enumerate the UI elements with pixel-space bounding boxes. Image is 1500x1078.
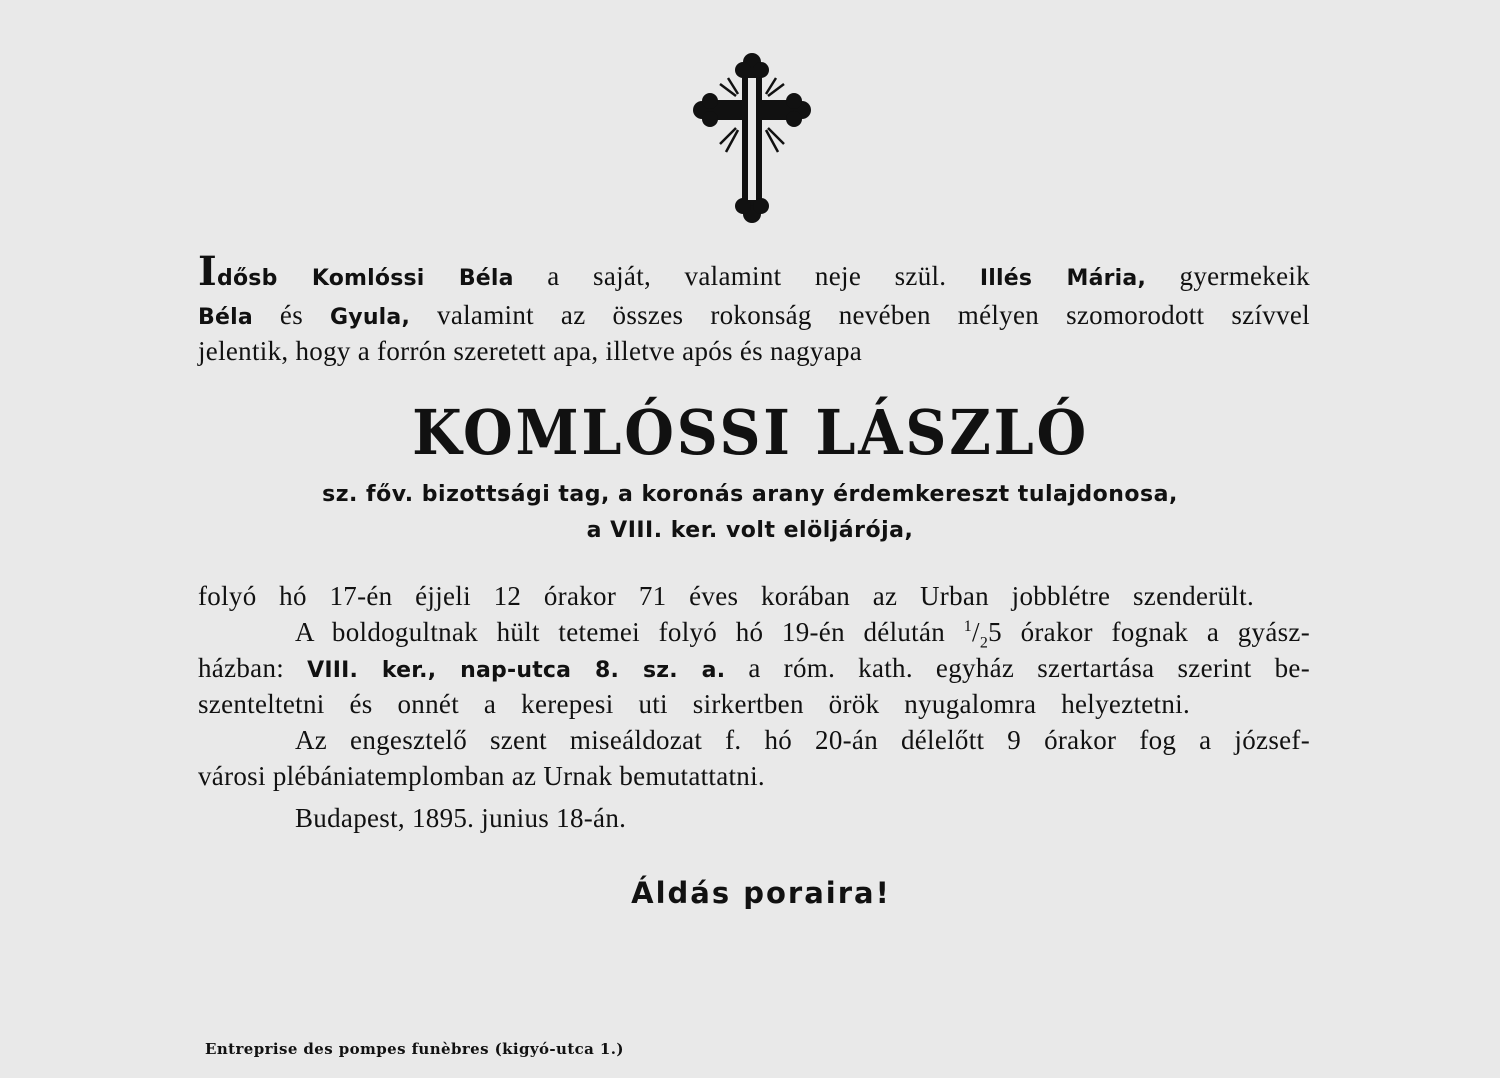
intro-line-3: jelentik, hogy a forrón szeretett apa, illetve após és nagyapa [198, 336, 863, 366]
initial-letter: I [198, 248, 218, 295]
intro-line-2 [198, 297, 1310, 336]
funeral-text: A boldogultnak hült tetemei folyó hó 19-én délután [295, 617, 946, 647]
funeral-line-2 [198, 650, 1310, 689]
deceased-name: KOMLÓSSI LÁSZLÓ [412, 396, 1089, 469]
son-name-1: Béla [198, 305, 253, 330]
date-line: Budapest, 1895. junius 18-án. [295, 803, 627, 833]
intro-text: a saját, valamint neje szül. [547, 261, 947, 291]
funeral-text-end: órakor fognak a gyász- [1020, 617, 1310, 647]
son-name-2: Gyula, [330, 305, 411, 330]
funeral-line-3: szenteltetni és onnét a kerepesi uti sirkertben örök nyugalomra helyeztetni. [198, 689, 1190, 719]
intro-line-1 [198, 248, 1310, 297]
funeral-time: $^1/_25$ [963, 617, 1002, 652]
mother-name: Illés Mária, [979, 266, 1147, 291]
death-line: folyó hó 17-én éjjeli 12 órakor 71 éves korában az Urban jobblétre szenderült. [198, 581, 1254, 611]
conjunction: és [279, 300, 303, 330]
cross-icon [690, 48, 814, 228]
title-line-1: sz. főv. bizottsági tag, a koronás arany érdemkereszt tulajdonosa, [322, 482, 1178, 507]
mass-line-2: városi plébániatemplomban az Urnak bemutattatni. [198, 761, 765, 791]
intro-text-end: gyermekeik [1179, 261, 1310, 291]
title-line-2: a VIII. ker. volt elöljárója, [586, 518, 914, 543]
funeral-address: VIII. ker., nap-utca 8. sz. a. [307, 658, 726, 683]
funeral-place: házban: [198, 653, 285, 683]
blessing: Áldás poraira! [631, 876, 891, 910]
father-name: dősb Komlóssi Béla [217, 266, 514, 291]
funeral-rite: a róm. kath. egyház szertartása szerint be- [748, 653, 1310, 683]
printer-footer: Entreprise des pompes funèbres (kigyó-utca 1.) [205, 1040, 624, 1058]
intro-text-2: valamint az összes rokonság nevében mélyen szomorodott szívvel [437, 300, 1310, 330]
funeral-line-1 [295, 614, 1310, 650]
mass-line-1: Az engesztelő szent miseáldozat f. hó 20-án délelőtt 9 órakor fog a józsef- [295, 725, 1310, 755]
